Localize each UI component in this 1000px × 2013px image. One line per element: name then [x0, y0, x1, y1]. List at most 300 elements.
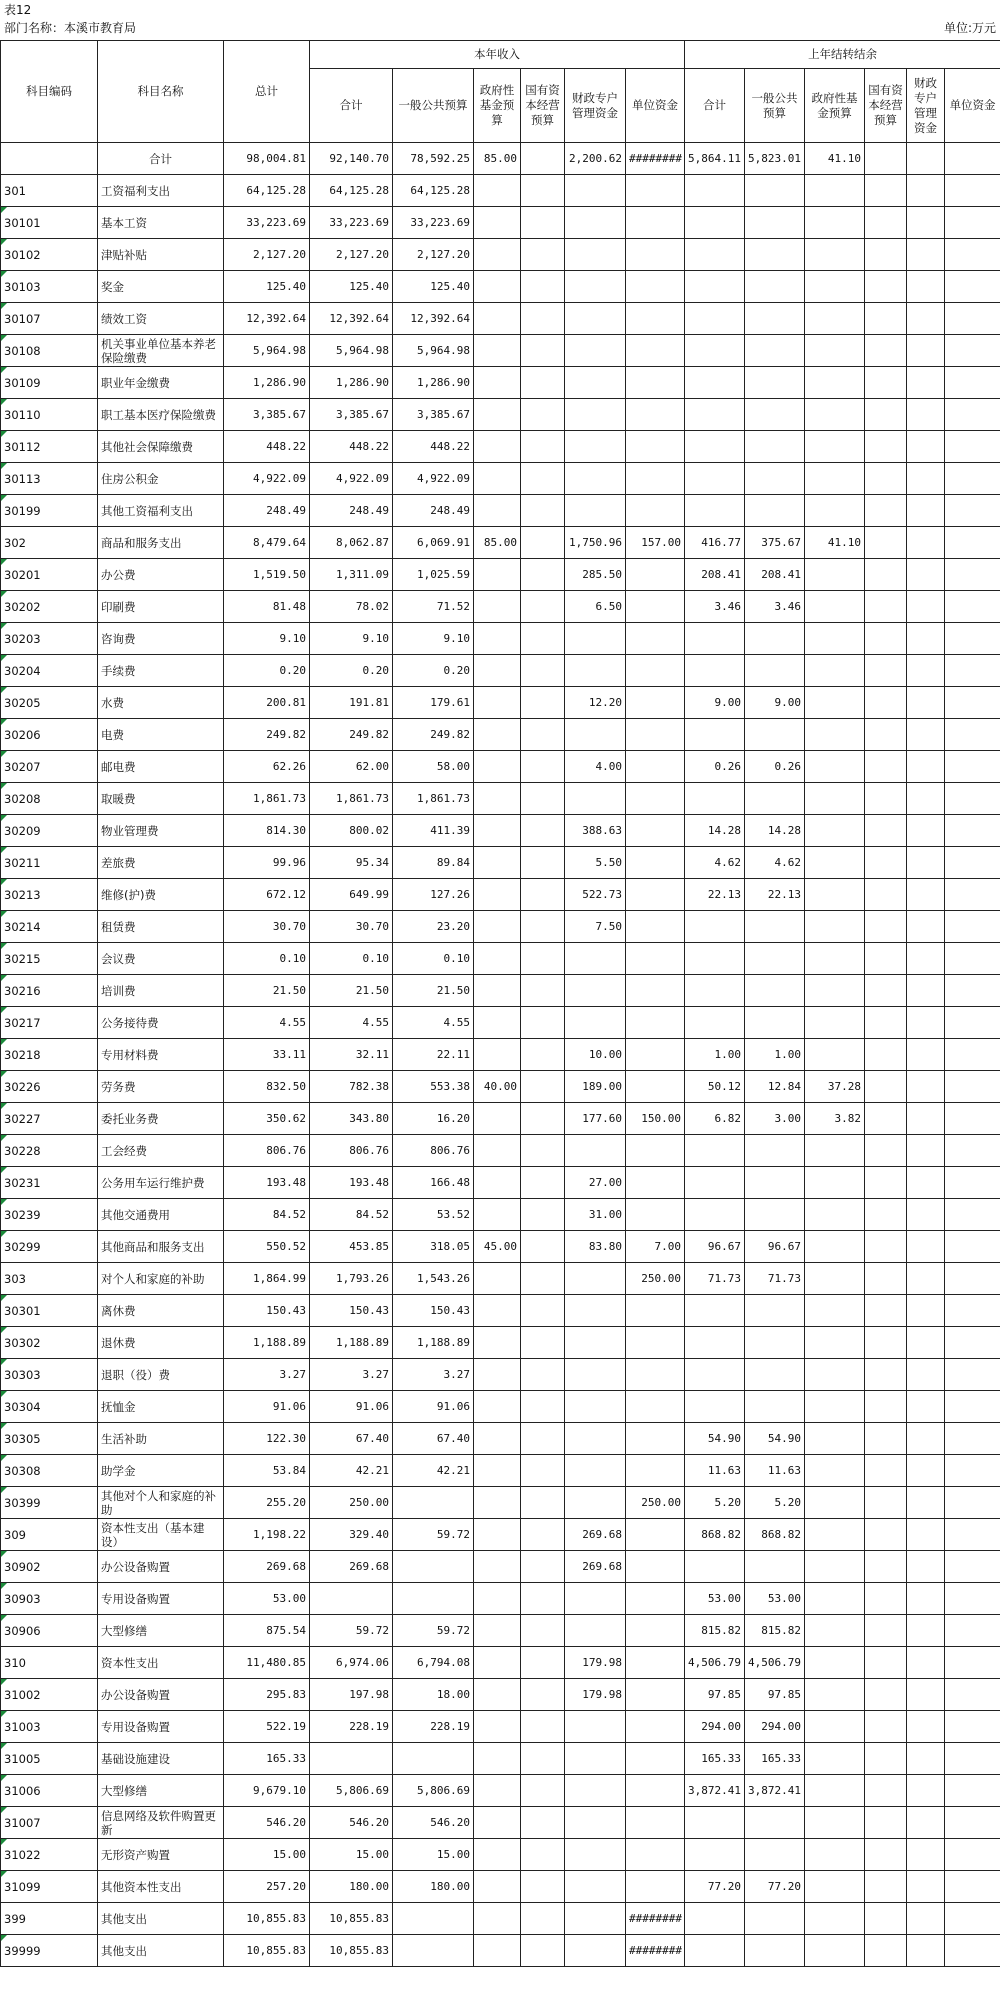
code-text: 30199: [4, 503, 41, 518]
cell-c-gov-fund: [474, 1007, 521, 1039]
cell-c-unit: ########: [626, 1935, 685, 1967]
cell-p-fin-special: [907, 1583, 945, 1615]
cell-c-unit: [626, 367, 685, 399]
cell-name: 培训费: [98, 975, 224, 1007]
cell-p-sum: 22.13: [685, 879, 745, 911]
cell-p-general: 22.13: [745, 879, 805, 911]
cell-total: 81.48: [224, 591, 310, 623]
cell-p-general: 14.28: [745, 815, 805, 847]
cell-p-state-cap: [865, 847, 907, 879]
cell-c-unit: [626, 495, 685, 527]
table-row: [1, 1263, 1000, 1295]
cell-c-general: [393, 1743, 474, 1775]
cell-c-sum: 125.40: [310, 271, 393, 303]
cell-code: [1, 463, 98, 495]
cell-p-unit: [945, 495, 1000, 527]
cell-p-gov-fund: [805, 1295, 865, 1327]
cell-p-state-cap: [865, 399, 907, 431]
cell-c-fin-special: [565, 1615, 626, 1647]
cell-c-gov-fund: 40.00: [474, 1071, 521, 1103]
cell-p-sum: [685, 239, 745, 271]
cell-c-fin-special: 179.98: [565, 1679, 626, 1711]
cell-c-unit: [626, 1327, 685, 1359]
cell-c-state-cap: [521, 1423, 565, 1455]
table-row: [1, 1327, 1000, 1359]
cell-name: 无形资产购置: [98, 1839, 224, 1871]
cell-c-unit: [626, 175, 685, 207]
cell-p-sum: [685, 1199, 745, 1231]
table-row: [1, 1039, 1000, 1071]
cell-p-sum: 416.77: [685, 527, 745, 559]
cell-comment-marker-icon: [1, 303, 7, 309]
cell-p-gov-fund: [805, 1487, 865, 1519]
cell-name: 住房公积金: [98, 463, 224, 495]
cell-p-gov-fund: [805, 1775, 865, 1807]
cell-p-unit: [945, 1647, 1000, 1679]
cell-c-sum: 4.55: [310, 1007, 393, 1039]
cell-p-general: [745, 367, 805, 399]
cell-p-unit: [945, 719, 1000, 751]
cell-name: 助学金: [98, 1455, 224, 1487]
cell-total: 4,922.09: [224, 463, 310, 495]
code-text: 30227: [4, 1111, 41, 1126]
cell-name: 水费: [98, 687, 224, 719]
cell-c-general: 42.21: [393, 1455, 474, 1487]
table-row: [1, 527, 1000, 559]
cell-p-state-cap: [865, 655, 907, 687]
cell-c-state-cap: [521, 1615, 565, 1647]
cell-c-gov-fund: [474, 1551, 521, 1583]
cell-p-state-cap: [865, 751, 907, 783]
cell-p-state-cap: [865, 1199, 907, 1231]
cell-p-sum: 165.33: [685, 1743, 745, 1775]
cell-c-fin-special: [565, 1871, 626, 1903]
cell-comment-marker-icon: [1, 1199, 7, 1205]
cell-c-gov-fund: [474, 751, 521, 783]
cell-p-gov-fund: [805, 303, 865, 335]
cell-c-gov-fund: [474, 1391, 521, 1423]
cell-c-general: 78,592.25: [393, 143, 474, 175]
cell-total: 814.30: [224, 815, 310, 847]
cell-total: 3,385.67: [224, 399, 310, 431]
cell-c-general: 4.55: [393, 1007, 474, 1039]
cell-p-fin-special: [907, 1135, 945, 1167]
cell-p-state-cap: [865, 1743, 907, 1775]
cell-name: 职工基本医疗保险缴费: [98, 399, 224, 431]
table-row: [1, 655, 1000, 687]
cell-name: 手续费: [98, 655, 224, 687]
cell-p-unit: [945, 143, 1000, 175]
cell-p-general: 815.82: [745, 1615, 805, 1647]
cell-c-fin-special: [565, 975, 626, 1007]
cell-p-sum: 0.26: [685, 751, 745, 783]
cell-c-sum: 329.40: [310, 1519, 393, 1551]
cell-c-state-cap: [521, 783, 565, 815]
cell-p-fin-special: [907, 271, 945, 303]
cell-p-sum: 294.00: [685, 1711, 745, 1743]
cell-c-unit: 150.00: [626, 1103, 685, 1135]
cell-p-fin-special: [907, 1743, 945, 1775]
cell-c-gov-fund: [474, 431, 521, 463]
cell-c-state-cap: [521, 559, 565, 591]
cell-c-general: 318.05: [393, 1231, 474, 1263]
header-current-general: 一般公共预算: [393, 69, 474, 143]
cell-comment-marker-icon: [1, 271, 7, 277]
table-row: [1, 911, 1000, 943]
cell-c-unit: [626, 1839, 685, 1871]
table-row: [1, 1903, 1000, 1935]
cell-p-unit: [945, 399, 1000, 431]
cell-c-fin-special: [565, 1359, 626, 1391]
cell-p-unit: [945, 1487, 1000, 1519]
cell-c-sum: 84.52: [310, 1199, 393, 1231]
cell-p-general: 0.26: [745, 751, 805, 783]
cell-c-general: 4,922.09: [393, 463, 474, 495]
cell-p-state-cap: [865, 239, 907, 271]
cell-p-sum: [685, 1935, 745, 1967]
cell-c-unit: [626, 783, 685, 815]
cell-c-unit: [626, 239, 685, 271]
cell-c-fin-special: [565, 719, 626, 751]
cell-c-general: 22.11: [393, 1039, 474, 1071]
code-text: 30103: [4, 279, 41, 294]
cell-c-general: 249.82: [393, 719, 474, 751]
table-row: [1, 719, 1000, 751]
cell-code: [1, 1039, 98, 1071]
cell-c-general: 67.40: [393, 1423, 474, 1455]
cell-c-sum: 5,806.69: [310, 1775, 393, 1807]
cell-total: 1,286.90: [224, 367, 310, 399]
header-prev-sum: 合计: [685, 69, 745, 143]
cell-p-gov-fund: 41.10: [805, 143, 865, 175]
cell-p-gov-fund: [805, 847, 865, 879]
code-text: 30301: [4, 1303, 41, 1318]
cell-p-fin-special: [907, 1103, 945, 1135]
cell-p-general: [745, 1295, 805, 1327]
cell-comment-marker-icon: [1, 1295, 7, 1301]
cell-c-fin-special: [565, 399, 626, 431]
cell-total: 1,519.50: [224, 559, 310, 591]
cell-p-unit: [945, 591, 1000, 623]
cell-c-state-cap: [521, 1135, 565, 1167]
cell-c-fin-special: 12.20: [565, 687, 626, 719]
cell-p-fin-special: [907, 367, 945, 399]
cell-c-general: 228.19: [393, 1711, 474, 1743]
cell-comment-marker-icon: [1, 399, 7, 405]
cell-name: 离休费: [98, 1295, 224, 1327]
cell-code: [1, 1615, 98, 1647]
cell-c-fin-special: [565, 1839, 626, 1871]
cell-c-gov-fund: [474, 239, 521, 271]
cell-p-unit: [945, 1839, 1000, 1871]
cell-p-gov-fund: [805, 1839, 865, 1871]
cell-c-unit: [626, 687, 685, 719]
cell-c-general: 53.52: [393, 1199, 474, 1231]
cell-p-state-cap: [865, 1071, 907, 1103]
table-row: [1, 1647, 1000, 1679]
cell-p-general: [745, 303, 805, 335]
cell-c-general: 546.20: [393, 1807, 474, 1839]
cell-c-unit: [626, 1775, 685, 1807]
cell-p-unit: [945, 1615, 1000, 1647]
cell-p-unit: [945, 1935, 1000, 1967]
cell-c-state-cap: [521, 303, 565, 335]
cell-total: 11,480.85: [224, 1647, 310, 1679]
cell-p-general: 77.20: [745, 1871, 805, 1903]
cell-c-unit: [626, 815, 685, 847]
cell-p-unit: [945, 911, 1000, 943]
cell-p-unit: [945, 1903, 1000, 1935]
cell-name: 资本性支出: [98, 1647, 224, 1679]
cell-c-sum: 1,188.89: [310, 1327, 393, 1359]
cell-total: 30.70: [224, 911, 310, 943]
cell-c-sum: 249.82: [310, 719, 393, 751]
cell-c-sum: 30.70: [310, 911, 393, 943]
cell-p-state-cap: [865, 783, 907, 815]
cell-p-general: [745, 175, 805, 207]
code-text: 301: [4, 183, 26, 198]
cell-total: 875.54: [224, 1615, 310, 1647]
code-text: 30304: [4, 1399, 41, 1414]
cell-c-general: 150.43: [393, 1295, 474, 1327]
cell-comment-marker-icon: [1, 1231, 7, 1237]
cell-code: [1, 1583, 98, 1615]
cell-c-sum: 448.22: [310, 431, 393, 463]
code-text: 30208: [4, 791, 41, 806]
cell-p-gov-fund: [805, 335, 865, 367]
cell-p-state-cap: [865, 1583, 907, 1615]
cell-p-state-cap: [865, 1551, 907, 1583]
cell-p-state-cap: [865, 1839, 907, 1871]
cell-p-unit: [945, 1359, 1000, 1391]
table-row: [1, 367, 1000, 399]
cell-p-fin-special: [907, 815, 945, 847]
cell-p-sum: [685, 719, 745, 751]
cell-p-state-cap: [865, 1295, 907, 1327]
unit-label: 单位:万元: [943, 21, 996, 35]
cell-c-gov-fund: [474, 943, 521, 975]
code-text: 30303: [4, 1367, 41, 1382]
cell-p-unit: [945, 239, 1000, 271]
cell-p-general: 97.85: [745, 1679, 805, 1711]
cell-p-sum: [685, 1295, 745, 1327]
cell-c-gov-fund: [474, 559, 521, 591]
cell-p-fin-special: [907, 399, 945, 431]
cell-total: 64,125.28: [224, 175, 310, 207]
cell-p-fin-special: [907, 879, 945, 911]
cell-c-sum: 782.38: [310, 1071, 393, 1103]
table-row: [1, 495, 1000, 527]
cell-c-unit: [626, 1135, 685, 1167]
code-text: 30209: [4, 823, 41, 838]
cell-c-sum: 180.00: [310, 1871, 393, 1903]
cell-p-general: [745, 1007, 805, 1039]
cell-c-fin-special: [565, 623, 626, 655]
table-row: [1, 879, 1000, 911]
cell-p-gov-fund: [805, 1039, 865, 1071]
cell-c-sum: 21.50: [310, 975, 393, 1007]
cell-p-fin-special: [907, 143, 945, 175]
cell-p-general: [745, 495, 805, 527]
cell-p-gov-fund: [805, 975, 865, 1007]
cell-p-fin-special: [907, 1807, 945, 1839]
cell-c-fin-special: [565, 1487, 626, 1519]
cell-p-unit: [945, 1263, 1000, 1295]
cell-p-state-cap: [865, 1711, 907, 1743]
cell-c-state-cap: [521, 975, 565, 1007]
cell-c-sum: 64,125.28: [310, 175, 393, 207]
cell-total: 806.76: [224, 1135, 310, 1167]
cell-total: 99.96: [224, 847, 310, 879]
cell-comment-marker-icon: [1, 1455, 7, 1461]
cell-p-state-cap: [865, 1263, 907, 1295]
cell-c-state-cap: [521, 1007, 565, 1039]
table-row: [1, 207, 1000, 239]
cell-name: 对个人和家庭的补助: [98, 1263, 224, 1295]
cell-p-sum: 208.41: [685, 559, 745, 591]
cell-p-state-cap: [865, 1519, 907, 1551]
cell-p-state-cap: [865, 367, 907, 399]
cell-name: 其他对个人和家庭的补助: [98, 1487, 224, 1519]
header-total: 总计: [224, 41, 310, 143]
cell-p-fin-special: [907, 1263, 945, 1295]
cell-c-general: [393, 1551, 474, 1583]
cell-p-sum: 11.63: [685, 1455, 745, 1487]
cell-comment-marker-icon: [1, 1487, 7, 1493]
cell-p-fin-special: [907, 751, 945, 783]
cell-p-gov-fund: [805, 1231, 865, 1263]
cell-c-sum: 12,392.64: [310, 303, 393, 335]
cell-p-general: 4.62: [745, 847, 805, 879]
cell-p-fin-special: [907, 1679, 945, 1711]
cell-c-state-cap: [521, 1711, 565, 1743]
cell-p-sum: 9.00: [685, 687, 745, 719]
cell-code: [1, 1135, 98, 1167]
cell-c-fin-special: [565, 175, 626, 207]
cell-total: 1,861.73: [224, 783, 310, 815]
cell-p-sum: [685, 399, 745, 431]
cell-p-general: [745, 1327, 805, 1359]
cell-p-fin-special: [907, 1935, 945, 1967]
header-current-gov-fund: 政府性基金预算: [474, 69, 521, 143]
cell-p-state-cap: [865, 431, 907, 463]
cell-code: [1, 1359, 98, 1391]
cell-comment-marker-icon: [1, 847, 7, 853]
cell-comment-marker-icon: [1, 495, 7, 501]
cell-name: 退休费: [98, 1327, 224, 1359]
cell-p-general: 4,506.79: [745, 1647, 805, 1679]
cell-name: 职业年金缴费: [98, 367, 224, 399]
cell-c-general: 248.49: [393, 495, 474, 527]
cell-p-unit: [945, 815, 1000, 847]
cell-p-general: [745, 239, 805, 271]
cell-code: [1, 1103, 98, 1135]
cell-p-fin-special: [907, 719, 945, 751]
cell-c-unit: [626, 751, 685, 783]
cell-p-gov-fund: [805, 1647, 865, 1679]
cell-p-unit: [945, 1039, 1000, 1071]
cell-p-sum: 4,506.79: [685, 1647, 745, 1679]
cell-p-fin-special: [907, 623, 945, 655]
cell-c-sum: 10,855.83: [310, 1935, 393, 1967]
cell-p-fin-special: [907, 943, 945, 975]
cell-c-sum: 150.43: [310, 1295, 393, 1327]
cell-p-unit: [945, 1199, 1000, 1231]
cell-code: [1, 1327, 98, 1359]
cell-c-state-cap: [521, 1903, 565, 1935]
cell-p-general: [745, 1807, 805, 1839]
cell-c-general: 64,125.28: [393, 175, 474, 207]
cell-c-sum: 1,311.09: [310, 559, 393, 591]
cell-total: 546.20: [224, 1807, 310, 1839]
cell-c-fin-special: 31.00: [565, 1199, 626, 1231]
cell-total: 248.49: [224, 495, 310, 527]
cell-p-gov-fund: [805, 1423, 865, 1455]
cell-p-state-cap: [865, 1807, 907, 1839]
cell-name: 大型修缮: [98, 1615, 224, 1647]
cell-p-state-cap: [865, 1231, 907, 1263]
cell-c-gov-fund: [474, 911, 521, 943]
cell-c-gov-fund: [474, 591, 521, 623]
cell-p-gov-fund: [805, 1167, 865, 1199]
cell-comment-marker-icon: [1, 367, 7, 373]
cell-name: 专用设备购置: [98, 1583, 224, 1615]
cell-c-state-cap: [521, 1679, 565, 1711]
cell-c-sum: 62.00: [310, 751, 393, 783]
cell-p-general: [745, 623, 805, 655]
cell-c-state-cap: [521, 367, 565, 399]
cell-p-state-cap: [865, 463, 907, 495]
cell-name: 资本性支出（基本建设）: [98, 1519, 224, 1551]
cell-c-general: 18.00: [393, 1679, 474, 1711]
code-text: 30217: [4, 1015, 41, 1030]
budget-table: [0, 40, 1000, 1967]
cell-p-unit: [945, 1231, 1000, 1263]
cell-p-sum: [685, 943, 745, 975]
cell-total: 522.19: [224, 1711, 310, 1743]
cell-code: [1, 911, 98, 943]
cell-c-unit: [626, 943, 685, 975]
cell-c-fin-special: [565, 1807, 626, 1839]
cell-comment-marker-icon: [1, 431, 7, 437]
table-row: [1, 783, 1000, 815]
cell-p-state-cap: [865, 1103, 907, 1135]
cell-c-general: 1,286.90: [393, 367, 474, 399]
cell-comment-marker-icon: [1, 1839, 7, 1845]
cell-p-sum: [685, 207, 745, 239]
code-text: 31007: [4, 1815, 41, 1830]
cell-comment-marker-icon: [1, 975, 7, 981]
cell-total: 0.20: [224, 655, 310, 687]
code-text: 30218: [4, 1047, 41, 1062]
cell-c-state-cap: [521, 1743, 565, 1775]
cell-code: [1, 207, 98, 239]
code-text: 30231: [4, 1175, 41, 1190]
cell-comment-marker-icon: [1, 1007, 7, 1013]
cell-p-general: 9.00: [745, 687, 805, 719]
cell-name: 物业管理费: [98, 815, 224, 847]
cell-c-fin-special: [565, 1903, 626, 1935]
cell-name: 其他支出: [98, 1935, 224, 1967]
cell-p-gov-fund: [805, 1135, 865, 1167]
table-body: [1, 143, 1000, 1967]
cell-name: 退职（役）费: [98, 1359, 224, 1391]
cell-comment-marker-icon: [1, 1743, 7, 1749]
cell-p-gov-fund: [805, 911, 865, 943]
cell-c-unit: [626, 1807, 685, 1839]
cell-p-fin-special: [907, 655, 945, 687]
cell-c-fin-special: [565, 207, 626, 239]
